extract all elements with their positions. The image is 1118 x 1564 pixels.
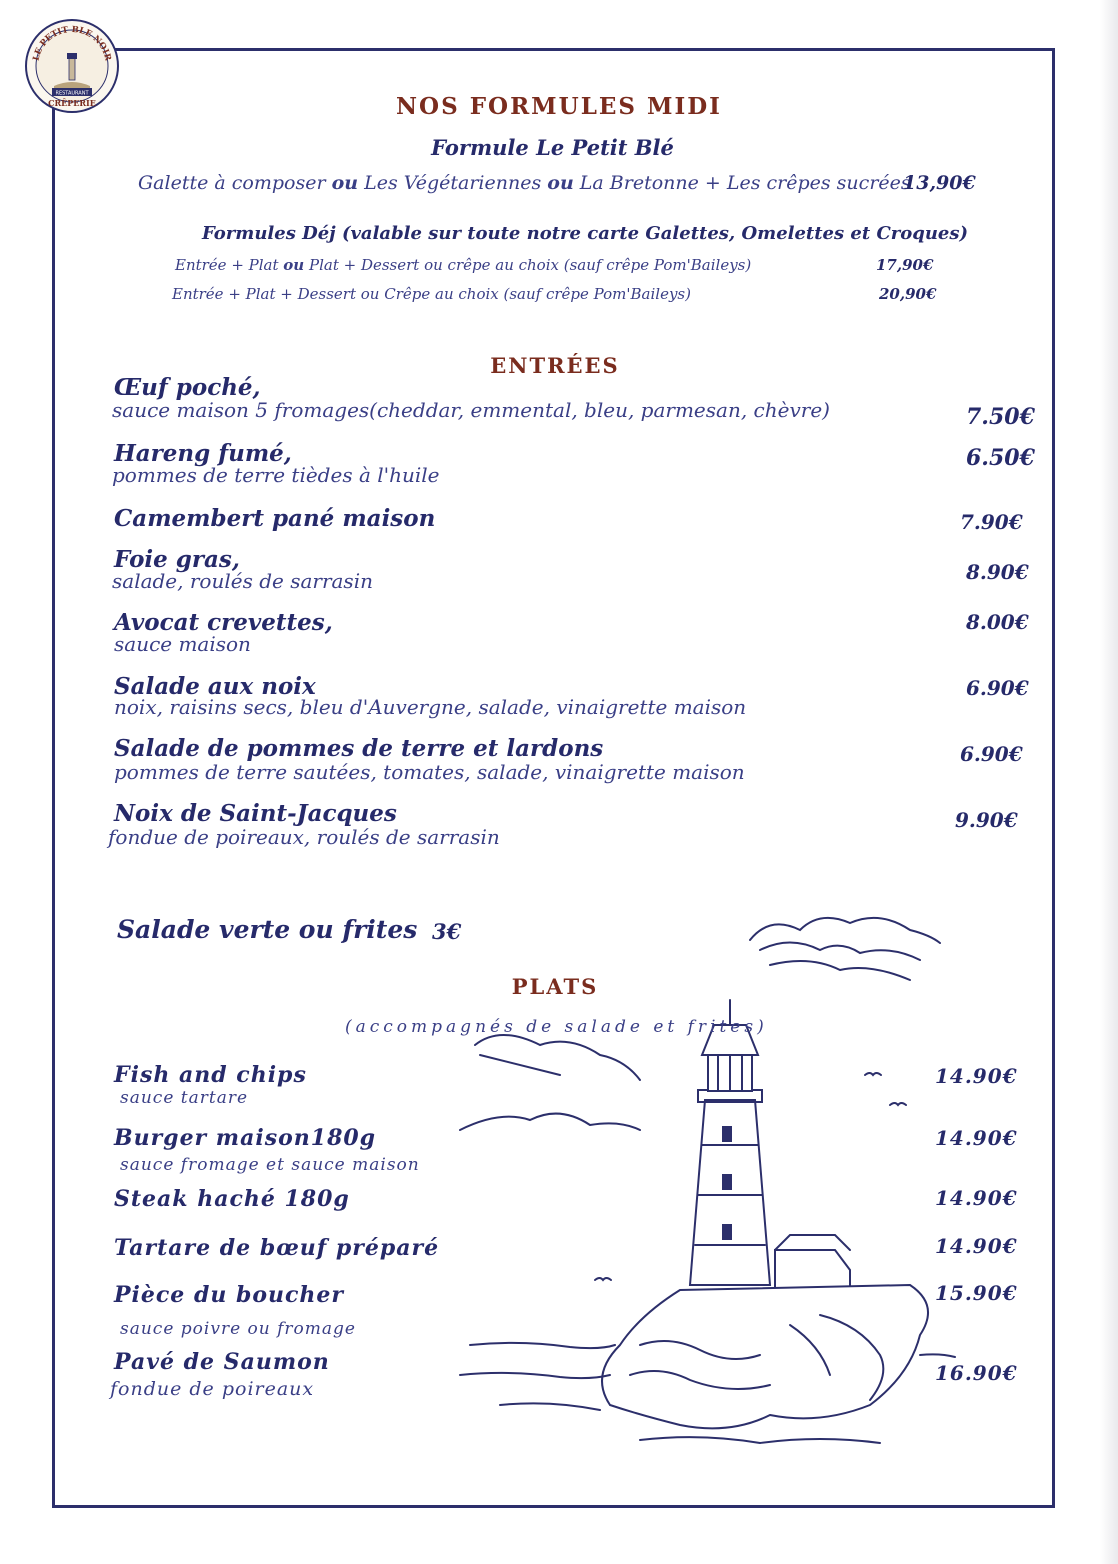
plat-price: 14.90€ [935, 1064, 1018, 1088]
side-label: Salade verte ou frites [117, 915, 418, 944]
plat-name: Burger maison180g [114, 1125, 377, 1151]
formule-petit-ble-line: Galette à composer ou Les Végétariennes ou La Bretonne + Les crêpes sucrées [138, 172, 911, 194]
entree-price: 6.50€ [966, 445, 1035, 471]
logo-bottom-text: CRÊPERIE [48, 98, 96, 108]
plat-name: Pavé de Saumon [114, 1349, 330, 1375]
formule-dej-price-2: 20,90€ [879, 285, 937, 303]
entree-name: Foie gras, [114, 546, 240, 573]
entree-name: Camembert pané maison [114, 505, 436, 532]
entree-name: Salade aux noix [114, 673, 316, 700]
entree-desc: salade, roulés de sarrasin [112, 569, 373, 593]
entree-price: 8.00€ [966, 610, 1029, 634]
formules-dej-title: Formules Déj (valable sur toute notre carte Galettes, Omelettes et Croques) [202, 223, 969, 244]
entree-price: 8.90€ [966, 560, 1029, 584]
entree-price: 9.90€ [955, 808, 1018, 832]
entree-name: Avocat crevettes, [114, 609, 333, 636]
entree-name: Noix de Saint-Jacques [114, 800, 397, 827]
plat-name: Steak haché 180g [114, 1186, 350, 1212]
entree-desc: fondue de poireaux, roulés de sarrasin [108, 825, 500, 849]
entree-desc: pommes de terre sautées, tomates, salade, vinaigrette maison [114, 760, 745, 784]
plat-price: 14.90€ [935, 1186, 1018, 1210]
plats-subtitle: (accompagnés de salade et frites) [345, 1017, 768, 1037]
page-edge-shadow [1100, 0, 1118, 1564]
entree-name: Œuf poché, [114, 374, 261, 401]
entree-desc: sauce maison [114, 632, 251, 656]
side-price: 3€ [432, 919, 462, 944]
plats-title: PLATS [511, 974, 599, 999]
entree-name: Salade de pommes de terre et lardons [114, 735, 604, 762]
plat-price: 14.90€ [935, 1126, 1018, 1150]
entree-desc: pommes de terre tièdes à l'huile [112, 463, 440, 487]
entrees-title: ENTRÉES [490, 353, 620, 378]
formule-petit-ble-title: Formule Le Petit Blé [431, 135, 674, 160]
plat-desc: sauce tartare [120, 1088, 249, 1108]
entree-desc: sauce maison 5 fromages(cheddar, emmental, bleu, parmesan, chèvre) [112, 398, 830, 422]
plat-name: Fish and chips [114, 1062, 307, 1088]
entree-desc: noix, raisins secs, bleu d'Auvergne, salade, vinaigrette maison [114, 695, 747, 719]
formule-petit-ble-price: 13,90€ [903, 172, 976, 194]
entree-price: 6.90€ [966, 676, 1029, 700]
plat-price: 14.90€ [935, 1234, 1018, 1258]
logo-banner: RESTAURANT [55, 90, 89, 97]
logo-ring-text: LE PETIT BLE NOIR [31, 24, 113, 62]
plat-price: 16.90€ [935, 1361, 1018, 1385]
entree-price: 6.90€ [960, 742, 1023, 766]
formule-dej-line-1: Entrée + Plat ou Plat + Dessert ou crêpe au choix (sauf crêpe Pom'Baileys) [175, 256, 752, 274]
plat-desc: fondue de poireaux [110, 1378, 315, 1400]
plat-desc: sauce poivre ou fromage [120, 1319, 356, 1339]
formules-title: NOS FORMULES MIDI [396, 93, 722, 120]
plat-price: 15.90€ [935, 1281, 1018, 1305]
entree-price: 7.50€ [966, 404, 1035, 430]
plat-name: Pièce du boucher [114, 1282, 345, 1308]
formule-dej-price-1: 17,90€ [876, 256, 934, 274]
plat-name: Tartare de bœuf préparé [114, 1235, 440, 1261]
formule-dej-line-2: Entrée + Plat + Dessert ou Crêpe au choix (sauf crêpe Pom'Baileys) [172, 285, 691, 303]
plat-desc: sauce fromage et sauce maison [120, 1155, 420, 1175]
entree-name: Hareng fumé, [114, 440, 292, 467]
entree-price: 7.90€ [960, 510, 1023, 534]
